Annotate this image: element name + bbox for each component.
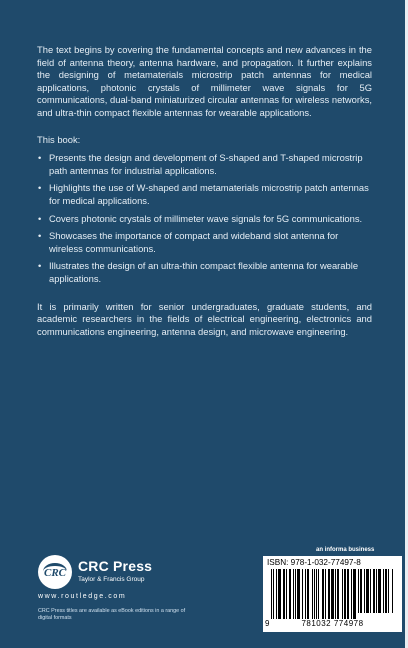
bullet-icon: • [38,260,42,272]
addon-barcode-bars [358,569,396,613]
bullet-icon: • [38,230,42,242]
publisher-group: Taylor & Francis Group [78,576,145,583]
feature-item [37,182,372,207]
barcode-digit-groups: 781032 774978 [301,619,364,628]
bullet-icon: • [38,212,42,224]
this-book-label: This book: [37,133,81,145]
crc-logo-icon [38,555,72,589]
description-text [37,44,372,338]
intro-paragraph: The text begins by covering the fundamental concepts and new advances in the field of antenna theory, antenna hardware, and propagation. It further explains the designing of metamaterials microstrip patch antennas for medical applications, photonic crystals of millimeter wave signals for 5G communications, dual-band miniaturized circular antennas for wireless networks, and ultra-thin compact flexible antennas for wearable applications. [37,44,372,118]
publisher-name: CRC Press [78,558,153,574]
feature-text: Covers photonic crystals of millimeter wave signals for 5G communications. [49,212,363,224]
barcode-digits [263,619,402,628]
bullet-icon: • [38,152,42,164]
isbn-text: ISBN: 978-1-032-77497-8 [267,558,361,567]
barcode-first-digit: 9 [265,619,270,628]
logo-mark-text: CRC [43,567,66,579]
isbn-barcode [263,556,402,632]
feature-item [37,152,372,177]
feature-item [37,230,372,255]
ebook-note: CRC Press titles are available as eBook editions in a range of digital formats [38,608,186,621]
publisher-block [38,545,188,625]
informa-label: an informa business [316,547,375,553]
feature-item [37,213,372,226]
bullet-icon: • [38,182,42,194]
feature-item [37,260,372,285]
feature-text: Highlights the use of W-shaped and metamaterials microstrip patch antennas for medical applications. [49,182,369,206]
audience-paragraph: It is primarily written for senior undergraduates, graduate students, and academic researchers in the fields of electrical engineering, electronics and communications engineering, antenna design, and microwave engineering. [37,300,372,337]
feature-text: Showcases the importance of compact and wideband slot antenna for wireless communications. [49,230,339,254]
barcode-bars [271,569,357,619]
feature-list [37,152,372,285]
feature-text: Illustrates the design of an ultra-thin compact flexible antenna for wearable applications. [49,260,359,284]
publisher-website: www.routledge.com [38,593,127,600]
feature-text: Presents the design and development of S-shaped and T-shaped microstrip path antennas for industrial applications. [49,152,363,176]
